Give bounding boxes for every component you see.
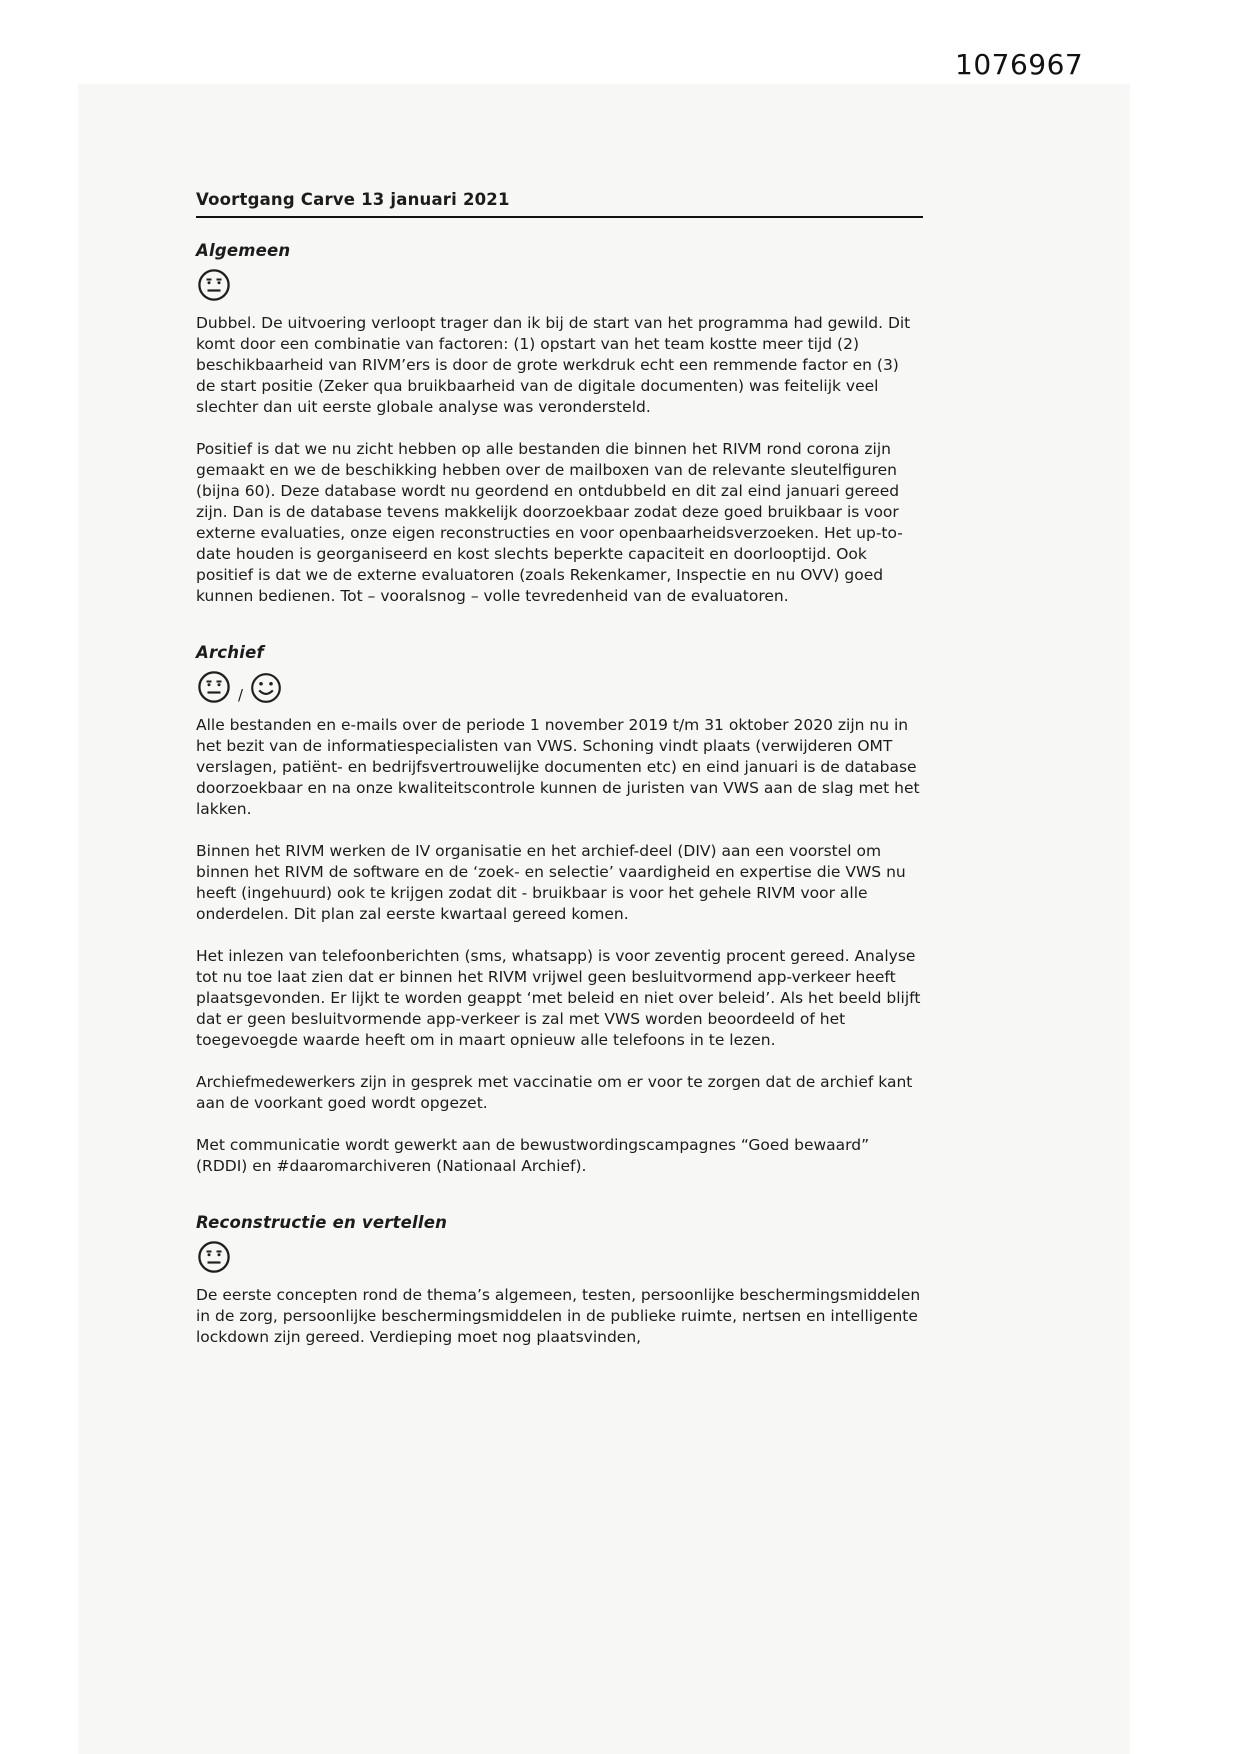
section-algemeen	[196, 241, 923, 607]
neutral-face-icon	[196, 267, 232, 303]
paragraph: Archiefmedewerkers zijn in gesprek met vaccinatie om er voor te zorgen dat de archief kant aan de voorkant goed wordt opgezet.	[196, 1073, 913, 1112]
smiley-face-icon	[249, 671, 283, 705]
mood-row	[196, 265, 923, 303]
section-archief	[196, 643, 923, 1177]
section-heading: Reconstructie en vertellen	[196, 1213, 448, 1232]
paragraph: Binnen het RIVM werken de IV organisatie en het archief-deel (DIV) aan een voorstel om binnen het RIVM de software en de ‘zoek- en selectie’ vaardigheid en expertise die VWS nu heeft (ingehuurd) ook te krijgen zodat dit - bruikbaar is voor het gehele RIVM voor alle onderdelen. Dit plan zal eerste kwartaal gereed komen.	[196, 842, 906, 923]
mood-row	[196, 1237, 923, 1275]
document-number: 1076967	[955, 48, 1084, 81]
section-heading: Archief	[196, 643, 264, 662]
neutral-face-icon	[196, 669, 232, 705]
section-reconstructie-en-vertellen	[196, 1213, 923, 1348]
paragraph: De eerste concepten rond de thema’s algemeen, testen, persoonlijke beschermingsmiddelen in de zorg, persoonlijke beschermingsmiddelen in de publieke ruimte, nertsen en intelligente lockdown zijn gereed. Verdieping moet nog plaatsvinden,	[196, 1286, 921, 1346]
section-heading: Algemeen	[196, 241, 291, 260]
paragraph: Alle bestanden en e-mails over de periode 1 november 2019 t/m 31 oktober 2020 zijn nu in het bezit van de informatiespecialisten van VWS. Schoning vindt plaats (verwijderen OMT verslagen, patiënt- en bedrijfsvertrouwelijke documenten etc) en eind januari is de database doorzoekbaar en na onze kwaliteitscontrole kunnen de juristen van VWS aan de slag met het lakken.	[196, 716, 920, 818]
document-title: Voortgang Carve 13 januari 2021	[196, 190, 923, 218]
paragraph: Dubbel. De uitvoering verloopt trager dan ik bij de start van het programma had gewild. Dit komt door een combinatie van factoren: (1) opstart van het team kostte meer tijd (2) beschikbaarheid van RIVM’ers is door de grote werkdruk echt een remmende factor en (3) de start positie (Zeker qua bruikbaarheid van de digitale documenten) was feitelijk veel slechter dan uit eerste globale analyse was verondersteld.	[196, 314, 911, 416]
mood-separator: /	[238, 686, 244, 704]
paragraph: Positief is dat we nu zicht hebben op alle bestanden die binnen het RIVM rond corona zijn gemaakt en we de beschikking hebben over de mailboxen van de relevante sleutelfiguren (bijna 60). Deze database wordt nu geordend en ontdubbeld en dit zal eind januari gereed zijn. Dan is de database tevens makkelijk doorzoekbaar zodat deze goed bruikbaar is voor externe evaluaties, onze eigen reconstructies en voor openbaarheidsverzoeken. Het up-to-date houden is georganiseerd en kost slechts beperkte capaciteit en doorlooptijd. Ook positief is dat we de externe evaluatoren (zoals Rekenkamer, Inspectie en nu OVV) goed kunnen bedienen. Tot – vooralsnog – volle tevredenheid van de evaluatoren.	[196, 440, 903, 605]
paragraph: Het inlezen van telefoonberichten (sms, whatsapp) is voor zeventig procent gereed. Analyse tot nu toe laat zien dat er binnen het RIVM vrijwel geen besluitvormend app-verkeer heeft plaatsgevonden. Er lijkt te worden geappt ‘met beleid en niet over beleid’. Als het beeld blijft dat er geen besluitvormende app-verkeer is zal met VWS worden beoordeeld of het toegevoegde waarde heeft om in maart opnieuw alle telefoons in te lezen.	[196, 947, 921, 1049]
document-body	[196, 190, 923, 1348]
neutral-face-icon	[196, 1239, 232, 1275]
mood-row	[196, 667, 923, 705]
paragraph: Met communicatie wordt gewerkt aan de bewustwordingscampagnes “Goed bewaard” (RDDI) en #daaromarchiveren (Nationaal Archief).	[196, 1136, 870, 1175]
